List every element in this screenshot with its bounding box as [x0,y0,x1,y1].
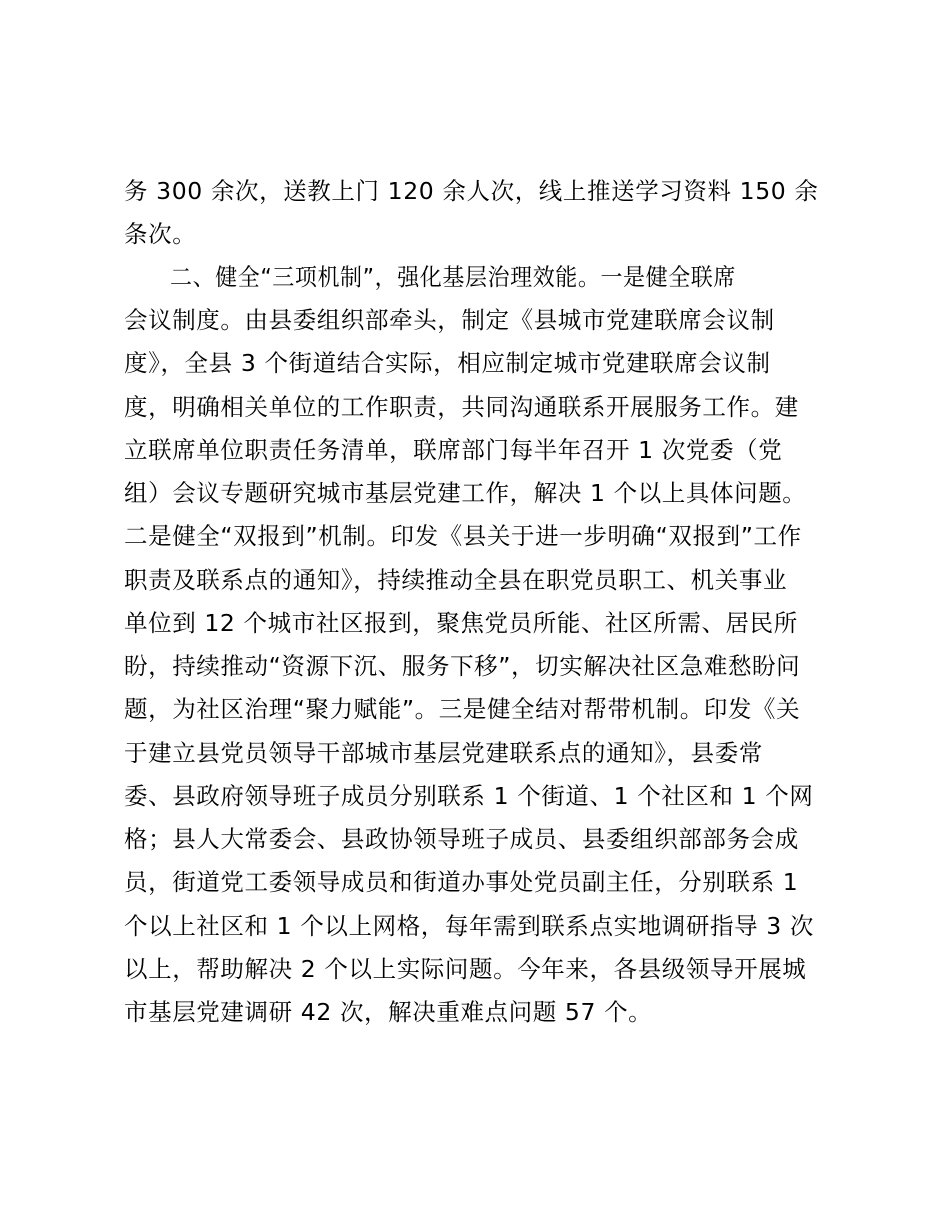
text-line: 市基层党建调研 42 次，解决重难点问题 57 个。 [124,998,653,1026]
text-line: 单位到 12 个城市社区报到，聚焦党员所能、社区所需、居民所 [124,609,798,637]
paragraph-first-line: 二、健全“三项机制”，强化基层治理效能。一是健全联席 [170,263,736,291]
text-line: 二是健全“双报到”机制。印发《县关于进一步明确“双报到”工作 [124,522,802,550]
text-line: 委、县政府领导班子成员分别联系 1 个街道、1 个社区和 1 个网 [124,782,814,810]
text-line: 盼，持续推动“资源下沉、服务下移”，切实解决社区急难愁盼问 [124,652,801,680]
text-line: 条次。 [124,220,197,248]
text-line: 度》，全县 3 个街道结合实际，相应制定城市党建联席会议制 [124,349,771,377]
text-line: 个以上社区和 1 个以上网格，每年需到联系点实地调研指导 3 次 [124,912,814,940]
text-line: 题，为社区治理“聚力赋能”。三是健全结对帮带机制。印发《关 [124,695,801,723]
text-line: 组）会议专题研究城市基层党建工作，解决 1 个以上具体问题。 [124,479,807,507]
text-line: 立联席单位职责任务清单，联席部门每半年召开 1 次党委（党 [124,436,783,464]
text-line: 会议制度。由县委组织部牵头，制定《县城市党建联席会议制 [124,306,775,334]
text-line: 格；县人大常委会、县政协领导班子成员、县委组织部部务会成 [124,825,799,853]
text-line: 以上，帮助解决 2 个以上实际问题。今年来，各县级领导开展城 [124,955,807,983]
text-line: 职责及联系点的通知》，持续推动全县在职党员职工、机关事业 [124,566,788,594]
text-line: 度，明确相关单位的工作职责，共同沟通联系开展服务工作。建 [124,393,799,421]
text-line: 员，街道党工委领导成员和街道办事处党员副主任，分别联系 1 [124,868,799,896]
text-line: 务 300 余次，送教上门 120 余人次，线上推送学习资料 150 余 [124,177,819,205]
text-line: 于建立县党员领导干部城市基层党建联系点的通知》，县委常 [124,739,763,767]
